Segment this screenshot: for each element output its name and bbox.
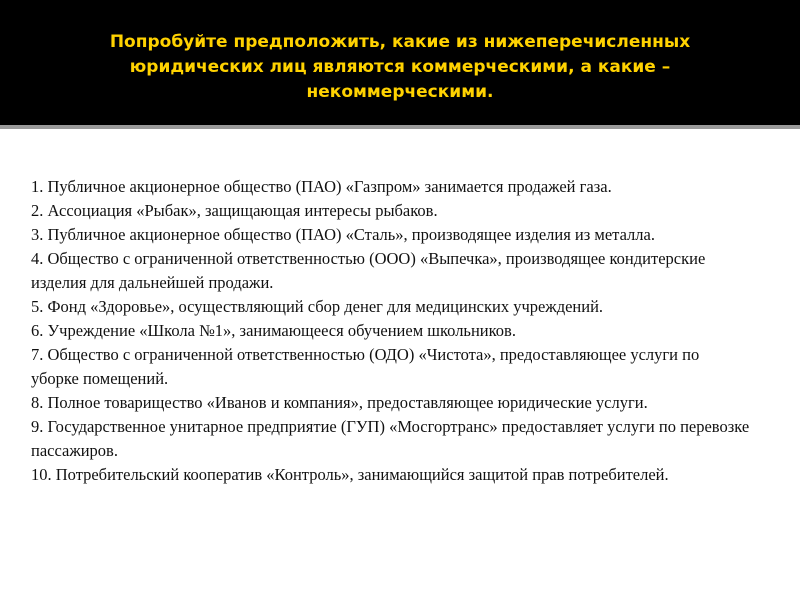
list-item-10: 10. Потребительский кооператив «Контроль», занимающийся защитой прав потребителей.	[31, 465, 669, 484]
slide-title: Попробуйте предположить, какие из нижеперечисленных юридических лиц являются коммерческими, а какие – некоммерческими.	[109, 32, 691, 102]
list-item-3: 3. Публичное акционерное общество (ПАО) «Сталь», производящее изделия из металла.	[31, 225, 655, 244]
entity-list	[31, 175, 751, 487]
list-item-7: 7. Общество с ограниченной ответственностью (ОДО) «Чистота», предоставляющее услуги по уборке помещений.	[31, 345, 700, 388]
list-item-5: 5. Фонд «Здоровье», осуществляющий сбор денег для медицинских учреждений.	[31, 297, 604, 316]
list-item-1: 1. Публичное акционерное общество (ПАО) «Газпром» занимается продажей газа.	[31, 177, 612, 196]
list-item-6: 6. Учреждение «Школа №1», занимающееся обучением школьников.	[31, 321, 516, 340]
list-item-4: 4. Общество с ограниченной ответственностью (ООО) «Выпечка», производящее кондитерские изделия для дальнейшей продажи.	[31, 249, 706, 292]
list-item-2: 2. Ассоциация «Рыбак», защищающая интересы рыбаков.	[31, 201, 438, 220]
list-item-9: 9. Государственное унитарное предприятие (ГУП) «Мосгортранс» предоставляет услуги по перевозке пассажиров.	[31, 417, 750, 460]
list-item-8: 8. Полное товарищество «Иванов и компания», предоставляющее юридические услуги.	[31, 393, 648, 412]
title-divider	[0, 125, 800, 129]
